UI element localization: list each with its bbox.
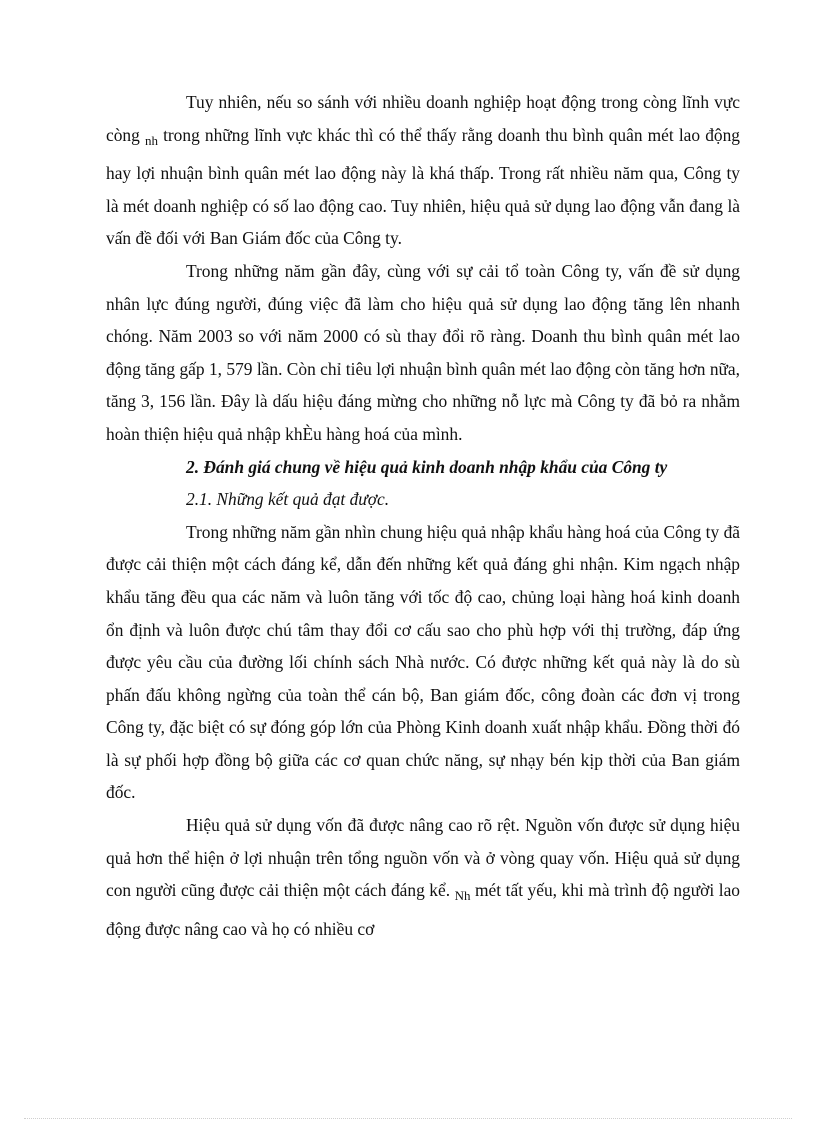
paragraph-labor-efficiency: [106, 86, 740, 255]
section-heading: 2. Đánh giá chung về hiệu quả kinh doanh nhập khẩu của Công ty: [186, 456, 668, 477]
stray-fragment: Nh: [454, 888, 471, 904]
paragraph-text: Hiệu quả sử dụng vốn đã được nâng cao rõ rệt. Nguồn vốn được sử dụng hiệu quả hơn thể hiện ở lợi nhuận trên tổng nguồn vốn và ở vòng quay vốn. Hiệu quả sử dụng con người cũng được cải thiện một cách đáng kể.: [106, 815, 740, 901]
paragraph-text: trong những lĩnh vực khác thì có thể thấy rằng doanh thu bình quân mét lao động hay lợi nhuận bình quân mét lao động này là khá thấp. Trong rất nhiều năm qua, Công ty là mét doanh nghiệp có số lao động cao. Tuy nhiên, hiệu quả sử dụng lao động vẫn đang là vấn đề đối với Ban Giám đốc của Công ty.: [106, 124, 740, 249]
page-bottom-rule: [24, 1118, 792, 1119]
paragraph-text: Tuy nhiên, nếu so sánh với nhiều doanh nghiệp hoạt động trong còng lĩnh vực còng: [106, 92, 740, 145]
paragraph-capital-efficiency: [106, 809, 740, 945]
paragraph-text: mét tất yếu, khi mà trình độ người lao động được nâng cao và họ có nhiều cơ: [106, 880, 740, 939]
paragraph-results: Trong những năm gần nhìn chung hiệu quả nhập khẩu hàng hoá của Công ty đã được cải thiện một cách đáng kể, dẫn đến những kết quả đáng ghi nhận. Kim ngạch nhập khẩu tăng đều qua các năm và luôn tăng với tốc độ cao, chủng loại hàng hoá kinh doanh ổn định và luôn được chú tâm thay đổi cơ cấu sao cho phù hợp với thị trường, đáp ứng được yêu cầu của đường lối chính sách Nhà nước. Có được những kết quả này là do sù phấn đấu không ngừng của toàn thể cán bộ, Ban giám đốc, công đoàn các đơn vị trong Công ty, đặc biệt có sự đóng góp lớn của Phòng Kinh doanh xuất nhập khẩu. Đồng thời đó là sự phối hợp đồng bộ giữa các cơ quan chức năng, sự nhạy bén kịp thời của Ban giám đốc.: [106, 521, 740, 803]
document-page: [106, 86, 740, 945]
stray-fragment: nh: [144, 132, 158, 148]
paragraph-recent-years: Trong những năm gần đây, cùng với sự cải tổ toàn Công ty, vấn đề sử dụng nhân lực đúng người, đúng việc đã làm cho hiệu quả sử dụng lao động tăng lên nhanh chóng. Năm 2003 so với năm 2000 có sù thay đổi rõ ràng. Doanh thu bình quân mét lao động tăng gấp 1, 579 lần. Còn chỉ tiêu lợi nhuận bình quân mét lao động còn tăng hơn nữa, tăng 3, 156 lần. Đây là dấu hiệu đáng mừng cho những nỗ lực mà Công ty đã bỏ ra nhằm hoàn thiện hiệu quả nhập khÈu hàng hoá của mình.: [106, 260, 740, 444]
subsection-heading: 2.1. Những kết quả đạt được.: [186, 489, 390, 510]
